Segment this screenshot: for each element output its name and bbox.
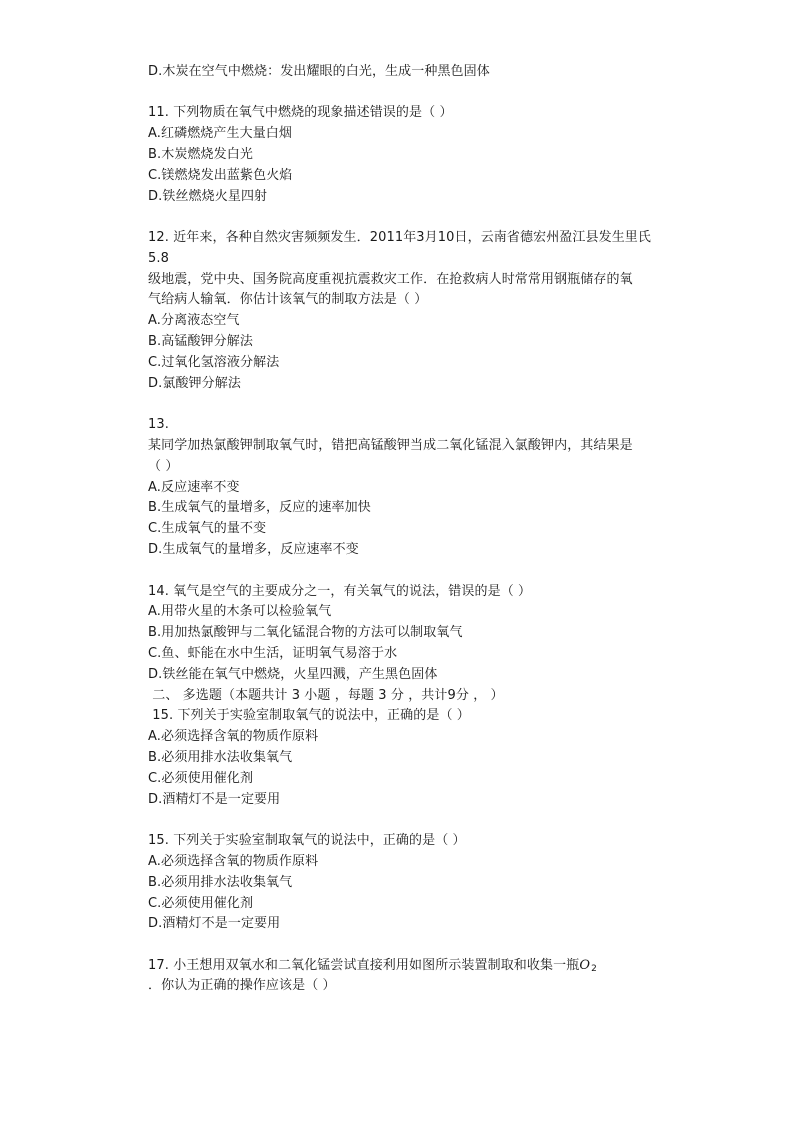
q15b-stem: 15. 下列关于实验室制取氧气的说法中，正确的是（ ） bbox=[148, 833, 466, 848]
q15a-option-a: A.必须选择含氧的物质作原料 bbox=[148, 729, 319, 744]
q11-stem: 11. 下列物质在氧气中燃烧的现象描述错误的是（ ） bbox=[148, 105, 453, 120]
q12-stem-line4: 气给病人输氧．你估计该氧气的制取方法是（ ） bbox=[148, 292, 428, 307]
q14-option-d: D.铁丝能在氧气中燃烧，火星四溅，产生黑色固体 bbox=[148, 667, 438, 682]
q10-option-d: D.木炭在空气中燃烧：发出耀眼的白光，生成一种黑色固体 bbox=[148, 64, 490, 79]
q15a-option-b: B.必须用排水法收集氧气 bbox=[148, 750, 293, 765]
q14-option-b: B.用加热氯酸钾与二氧化锰混合物的方法可以制取氧气 bbox=[148, 625, 463, 640]
q15a-stem: 15. 下列关于实验室制取氧气的说法中，正确的是（ ） bbox=[148, 708, 470, 723]
q14-option-a: A.用带火星的木条可以检验氧气 bbox=[148, 604, 332, 619]
q17-stem-line1 bbox=[148, 957, 597, 978]
q11-option-c: C.镁燃烧发出蓝紫色火焰 bbox=[148, 168, 293, 183]
q11-option-d: D.铁丝燃烧火星四射 bbox=[148, 189, 268, 204]
q12-option-a: A.分离液态空气 bbox=[148, 313, 240, 328]
q13-number: 13. bbox=[148, 417, 169, 432]
q17-stem-text: 17. 小王想用双氧水和二氧化锰尝试直接利用如图所示装置制取和收集一瓶 bbox=[148, 958, 580, 973]
q13-option-c: C.生成氧气的量不变 bbox=[148, 521, 267, 536]
q13-stem: 某同学加热氯酸钾制取氧气时，错把高锰酸钾当成二氧化锰混入氯酸钾内，其结果是 bbox=[148, 438, 633, 453]
q12-stem-line2: 5.8 bbox=[148, 251, 169, 266]
q12-option-c: C.过氧化氢溶液分解法 bbox=[148, 355, 280, 370]
q15b-option-c: C.必须使用催化剂 bbox=[148, 896, 254, 911]
section-heading-multiple-choice: 二、 多选题（本题共计 3 小题 ，每题 3 分 ，共计9分 ， ） bbox=[148, 688, 504, 703]
q15b-option-a: A.必须选择含氧的物质作原料 bbox=[148, 854, 319, 869]
q12-stem-line1: 12. 近年来，各种自然灾害频频发生．2011年3月10日，云南省德宏州盈江县发生里氏 bbox=[148, 230, 652, 245]
q17-stem-line2: ．你认为正确的操作应该是（ ） bbox=[148, 978, 336, 993]
q13-option-a: A.反应速率不变 bbox=[148, 480, 240, 495]
q15a-option-c: C.必须使用催化剂 bbox=[148, 771, 254, 786]
q11-option-b: B.木炭燃烧发白光 bbox=[148, 147, 253, 162]
q13-option-b: B.生成氧气的量增多，反应的速率加快 bbox=[148, 500, 371, 515]
q15b-option-d: D.酒精灯不是一定要用 bbox=[148, 916, 281, 931]
q13-option-d: D.生成氧气的量增多，反应速率不变 bbox=[148, 542, 359, 557]
q15a-option-d: D.酒精灯不是一定要用 bbox=[148, 792, 281, 807]
q12-option-b: B.高锰酸钾分解法 bbox=[148, 334, 253, 349]
oxygen-formula-symbol: O bbox=[579, 958, 591, 973]
q14-stem: 14. 氧气是空气的主要成分之一，有关氧气的说法，错误的是（ ） bbox=[148, 584, 532, 599]
q12-option-d: D.氯酸钾分解法 bbox=[148, 376, 241, 391]
q14-option-c: C.鱼、虾能在水中生活，证明氧气易溶于水 bbox=[148, 646, 398, 661]
q15b-option-b: B.必须用排水法收集氧气 bbox=[148, 875, 293, 890]
q13-stem-bracket: （ ） bbox=[148, 459, 179, 474]
q12-stem-line3: 级地震，党中央、国务院高度重视抗震救灾工作．在抢救病人时常常用钢瓶储存的氧 bbox=[148, 272, 633, 287]
oxygen-formula-subscript: 2 bbox=[591, 964, 597, 974]
q11-option-a: A.红磷燃烧产生大量白烟 bbox=[148, 126, 292, 141]
